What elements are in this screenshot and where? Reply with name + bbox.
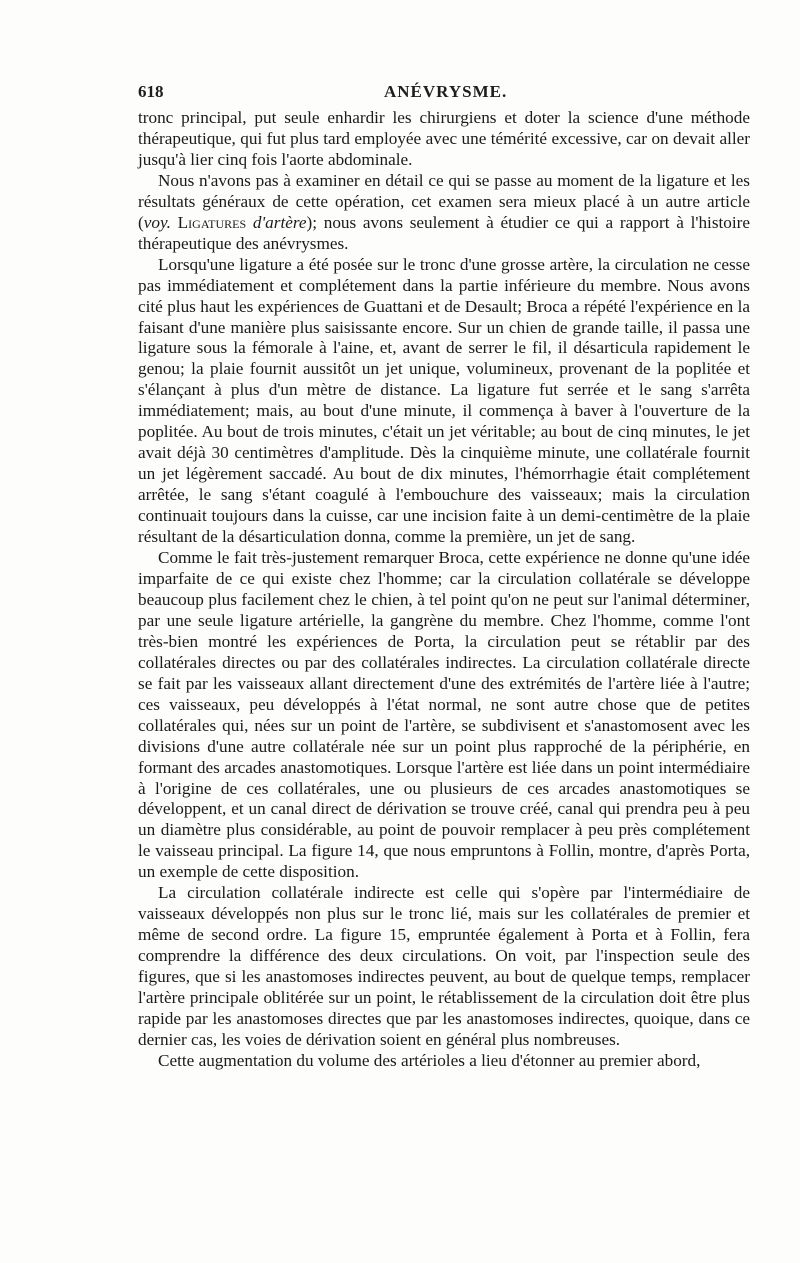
cross-reference-voy: voy.: [143, 212, 171, 232]
paragraph: La circulation collatérale indirecte est celle qui s'opère par l'intermédiaire de vaisseaux développés non plus sur le tronc lié, mais sur les collatérales de premier et même de second ordre. La figure 15, empruntée également à Porta et à Follin, fera comprendre la différence des deux circulations. On voit, par l'inspection seule des figures, que si les anastomoses indirectes peuvent, au bout de quelque temps, remplacer l'artère principale oblitérée sur un point, le rétablissement de la circulation doit être plus rapide par les anastomoses directes que par les anastomoses indirectes, quoique, dans ce dernier cas, les voies de dérivation soient en général plus nombreuses.: [138, 883, 750, 1049]
page-header: [138, 82, 738, 108]
paragraph: Cette augmentation du volume des artérioles a lieu d'étonner au premier abord,: [158, 1050, 701, 1070]
body-text: [138, 108, 750, 1072]
running-title: ANÉVRYSME.: [384, 82, 508, 101]
paragraph: tronc principal, put seule enhardir les chirurgiens et doter la science d'une méthode thérapeutique, qui fut plus tard employée avec une témérité excessive, car on devait aller jusqu'à lier cinq fois l'aorte abdominale.: [138, 108, 750, 169]
paragraph: Lorsqu'une ligature a été posée sur le tronc d'une grosse artère, la circulation ne cesse pas immédiatement et complétement dans la partie inférieure du membre. Nous avons cité plus haut les expériences de Guattani et de Desault; Broca a répété l'expérience en la faisant d'une manière plus saisissante encore. Sur un chien de grande taille, il passa une ligature sous la fémorale à l'aine, et, avant de serrer le fil, il désarticula rapidement le genou; la plaie fournit aussitôt un jet unique, volumineux, provenant de la poplitée et s'élançant à plus d'un mètre de distance. La ligature fut serrée et le sang s'arrêta immédiatement; mais, au bout d'une minute, il commença à baver à l'ouverture de la poplitée. Au bout de trois minutes, c'était un jet véritable; au bout de cinq minutes, le jet avait déjà 30 centimètres d'amplitude. Dès la cinquième minute, une collatérale fournit un jet légèrement saccadé. Au bout de dix minutes, l'hémorrhagie était complétement arrêtée, le sang s'étant coagulé à l'embouchure des vaisseaux; mais la circulation continuait toujours dans la cuisse, car une incision faite à un demi-centimètre de la plaie résultant de la désarticulation donna, comme la première, un jet de sang.: [138, 254, 750, 547]
paragraph: Comme le fait très-justement remarquer Broca, cette expérience ne donne qu'une idée imparfaite de ce qui existe chez l'homme; car la circulation collatérale se développe beaucoup plus facilement chez le chien, à tel point qu'on ne peut sur l'animal déterminer, par une seule ligature artérielle, la gangrène du membre. Chez l'homme, comme l'ont très-bien montré les expériences de Porta, la circulation peut se rétablir par des collatérales directes ou par des collatérales indirectes. La circulation collatérale directe se fait par les vaisseaux allant directement d'une des extrémités de l'artère liée à l'autre; ces vaisseaux, peu développés à l'état normal, ne sont autre chose que de petites collatérales qui, nées sur un point de l'artère, se subdivisent et s'anastomosent avec les divisions d'une autre collatérale née sur un point plus rapproché de la périphérie, en formant des arcades anastomotiques. Lorsque l'artère est liée dans un point intermédiaire à l'origine de ces collatérales, une ou plusieurs de ces arcades anastomotiques se développent, et un canal direct de dérivation se trouve créé, canal qui prendra peu à peu un diamètre plus considérable, au point de pouvoir remplacer à peu près complétement le vaisseau principal. La figure 14, que nous empruntons à Follin, montre, d'après Porta, un exemple de cette disposition.: [138, 548, 750, 882]
cross-reference-ligatures: Ligatures: [177, 212, 247, 232]
page-number: 618: [138, 82, 164, 101]
paragraph-text: ); nous avons seulement à étudier ce qui a rapport à l'histoire thérapeutique des anévrysmes.: [138, 212, 751, 253]
cross-reference-artere: d'artère: [252, 212, 307, 232]
paragraph: [138, 171, 750, 255]
paragraph-text: Nous n'avons pas à examiner en détail ce qui se passe au moment de la ligature et les résultats généraux de cette opération, cet examen sera mieux placé à un autre article (: [138, 170, 750, 232]
